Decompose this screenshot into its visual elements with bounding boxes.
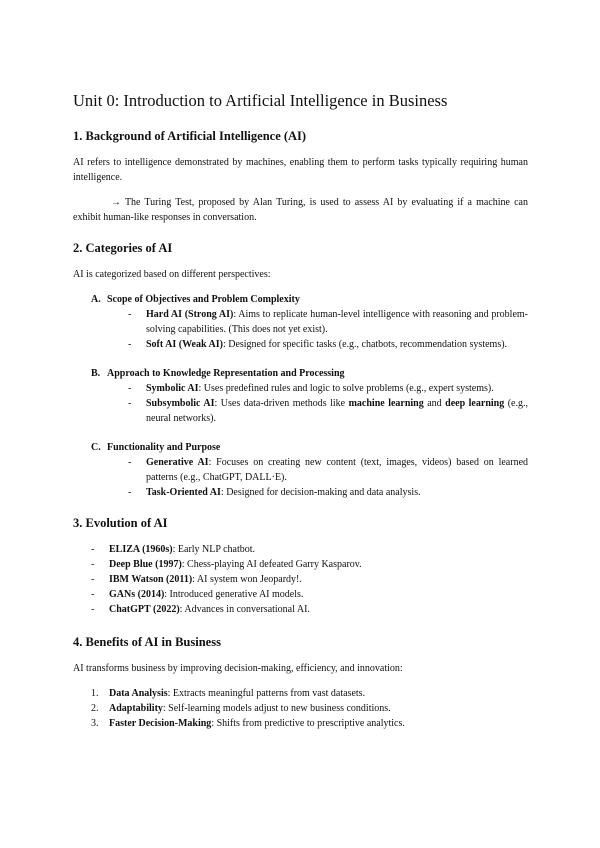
category-c-title: Functionality and Purpose bbox=[107, 442, 221, 453]
document-page bbox=[73, 90, 528, 731]
benefits-list bbox=[91, 686, 528, 731]
list-item: - Symbolic AI: Uses predefined rules and logic to solve problems (e.g., expert systems). bbox=[128, 383, 494, 394]
dash-bullet-icon: - bbox=[128, 398, 132, 409]
category-b-marker: B. bbox=[91, 368, 101, 379]
dash-bullet-icon: - bbox=[91, 589, 95, 600]
section-4-intro: AI transforms business by improving decision-making, efficiency, and innovation: bbox=[73, 663, 403, 674]
term: Subsymbolic AI bbox=[146, 398, 215, 409]
term: Hard AI (Strong AI) bbox=[146, 309, 234, 320]
section-4-heading: 4. Benefits of AI in Business bbox=[73, 635, 221, 649]
dash-bullet-icon: - bbox=[128, 457, 132, 468]
dash-bullet-icon: - bbox=[128, 383, 132, 394]
section-1-paragraph-1: AI refers to intelligence demonstrated by machines, enabling them to perform tasks typically requiring human intelligence. bbox=[73, 157, 528, 183]
list-item: - Soft AI (Weak AI): Designed for specific tasks (e.g., chatbots, recommendation systems). bbox=[128, 339, 508, 350]
section-3-heading: 3. Evolution of AI bbox=[73, 516, 168, 530]
category-a-marker: A. bbox=[91, 294, 101, 305]
dash-bullet-icon: - bbox=[128, 309, 132, 320]
list-item: - Hard AI (Strong AI): Aims to replicate human-level intelligence with reasoning and problem-solving capabilities. (This does not yet exist). bbox=[128, 309, 528, 335]
category-a bbox=[73, 292, 528, 352]
list-item: - Task-Oriented AI: Designed for decision-making and data analysis. bbox=[128, 487, 421, 498]
category-a-heading bbox=[91, 292, 528, 307]
dash-bullet-icon: - bbox=[91, 574, 95, 585]
dash-bullet-icon: - bbox=[91, 559, 95, 570]
list-item: 1. Data Analysis: Extracts meaningful patterns from vast datasets. bbox=[91, 688, 366, 699]
term: Soft AI (Weak AI) bbox=[146, 339, 223, 350]
section-2-heading: 2. Categories of AI bbox=[73, 241, 173, 255]
category-b bbox=[73, 366, 528, 426]
category-b-heading bbox=[91, 366, 528, 381]
document-title: Unit 0: Introduction to Artificial Intelligence in Business bbox=[73, 91, 448, 110]
category-c-marker: C. bbox=[91, 442, 101, 453]
dash-bullet-icon: - bbox=[128, 487, 132, 498]
evolution-list bbox=[91, 542, 528, 617]
category-c bbox=[73, 440, 528, 500]
list-item: - Subsymbolic AI: Uses data-driven methods like machine learning and deep learning (e.g., neural networks). bbox=[128, 398, 528, 424]
category-a-title: Scope of Objectives and Problem Complexity bbox=[107, 294, 300, 305]
list-item: - Generative AI: Focuses on creating new content (text, images, videos) based on learned patterns (e.g., ChatGPT, DALL·E). bbox=[128, 457, 529, 483]
list-item: - IBM Watson (2011): AI system won Jeopardy!. bbox=[91, 574, 302, 585]
category-b-title: Approach to Knowledge Representation and Processing bbox=[107, 368, 345, 379]
list-item: - ELIZA (1960s): Early NLP chatbot. bbox=[91, 544, 256, 555]
term: Task-Oriented AI bbox=[146, 487, 221, 498]
list-item: 2. Adaptability: Self-learning models adjust to new business conditions. bbox=[91, 703, 391, 714]
dash-bullet-icon: - bbox=[91, 544, 95, 555]
section-1-heading: 1. Background of Artificial Intelligence (AI) bbox=[73, 129, 307, 143]
list-item: 3. Faster Decision-Making: Shifts from predictive to prescriptive analytics. bbox=[91, 718, 405, 729]
term: Generative AI bbox=[146, 457, 209, 468]
dash-bullet-icon: - bbox=[128, 339, 132, 350]
category-c-heading bbox=[91, 440, 528, 455]
list-item: - ChatGPT (2022): Advances in conversational AI. bbox=[91, 604, 310, 615]
term: Symbolic AI bbox=[146, 383, 199, 394]
section-2-intro: AI is categorized based on different perspectives: bbox=[73, 269, 271, 280]
list-item: - GANs (2014): Introduced generative AI models. bbox=[91, 589, 304, 600]
list-item: - Deep Blue (1997): Chess-playing AI defeated Garry Kasparov. bbox=[91, 559, 362, 570]
dash-bullet-icon: - bbox=[91, 604, 95, 615]
section-1-paragraph-2: → The Turing Test, proposed by Alan Turing, is used to assess AI by evaluating if a machine can exhibit human-like responses in conversation. bbox=[73, 197, 528, 223]
